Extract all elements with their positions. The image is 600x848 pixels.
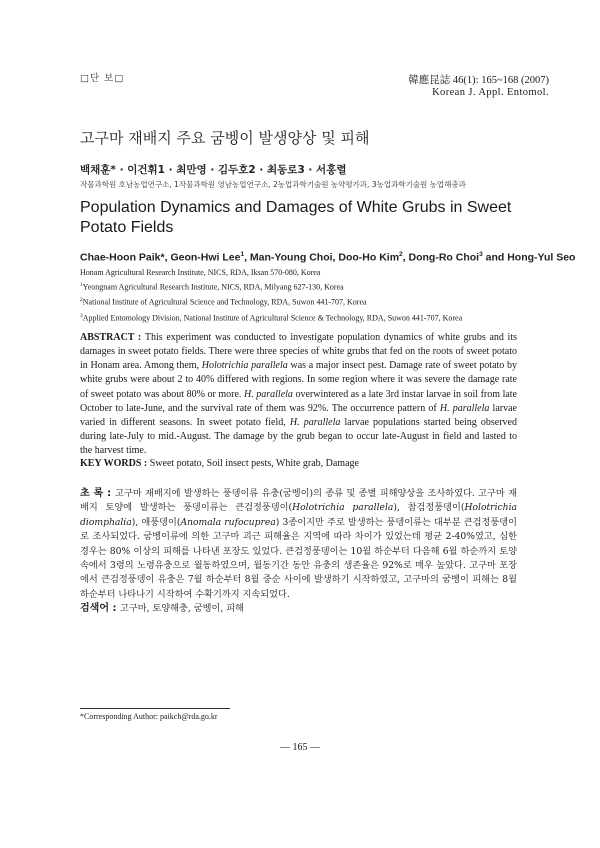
abstract-label: ABSTRACT : [80,332,145,343]
korean-abstract: 초 록 : 고구마 재배지에 발생하는 풍뎅이류 유충(굼벵이)의 종류 및 종별 피해양상을 조사하였다. 고구마 재배지 토양에 발생하는 풍뎅이류는 큰검정풍뎅이(Holotrichia parallela), 참검정풍뎅이(Holotrichia diomphalia), 애풍뎅이(Anomala rufocuprea) 3종이지만 주로 발생하는 풍뎅이류는 대부분 큰검정풍뎅이로 조사되었다. 굼벵이류에 의한 고구마 괴근 피해율은 지역에 따라 차이가 있었는데 평균 2-40%였고, 심한 경우는 80% 이상의 피해를 나타낸 포장도 있었다. 큰검정풍뎅이는 10월 하순부터 다음해 6월 하순까지 토양 속에서 3령의 노령유충으로 월동하였으며, 월동기간 동안 유충의 생존율은 92%로 매우 높았다. 고구마 포장에서 큰검정풍뎅이 유충은 7월 하순부터 8월 중순 사이에 발생하기 시작하였고, 고구마의 굼벵이 피해는 8월 하순부터 나타나기 시작하여 수확기까지 지속되었다. [80,488,518,600]
page-number: — 165 — [280,742,320,753]
keywords: KEY WORDS : Sweet potato, Soil insect pests, White grab, Damage [80,458,359,469]
journal-citation: 韓應昆誌 46(1): 165~168 (2007) [408,75,549,86]
section-tag: □단 보□ [80,73,125,84]
affiliation-0: Honam Agricultural Research Institute, NICS, RDA, Iksan 570-080, Korea [80,268,321,277]
affiliation-1: $^1$Yeongnam Agricultural Research Institute, NICS, RDA, Milyang 627-130, Korea [80,282,344,293]
korean-affiliations: 작물과학원 호남농업연구소, 1작물과학원 영남농업연구소, 2농업과학기술원 농약평가과, 3농업과학기술원 농업해충과 [80,180,466,189]
abstract: ABSTRACT : This experiment was conducted to investigate population dynamics of white grubs and its damages in sweet potato fields. There were three species of white grubs that fed on the roots of sweet potato in Honam area. Among them, Holotrichia parallela was a major insect pest. Damage rate of sweet potato by white grubs were about 2 to 40% differed with regions. In some region where it was severe the damage rate of sweet potato was about 80% or more. H. parallela overwintered as a late 3rd instar larvae in soil from late October to late-June, and the survival rate of them was 92%. The occurrence pattern of H. parallela larvae varied in different seasons. In sweet potato field, H. parallela larvae populations started being observed during late-July to mid.-August. The damage by the grub began to occur late-August in field and lasted to the harvest time. [80,332,518,457]
affiliation-3: $^3$Applied Entomology Division, National Institute of Agricultural Science & Technology, RDA, Suwon 441-707, Korea [80,312,463,323]
corresponding-author-footnote: *Corresponding Author: paikch@rda.go.kr [80,712,218,721]
korean-abstract-label: 초 록 : [80,488,116,499]
korean-title: 고구마 재배지 주요 굼벵이 발생양상 및 피해 [80,129,370,147]
journal-name: Korean J. Appl. Entomol. [432,87,549,98]
english-authors: Chae-Hoon Paik*, Geon-Hwi Lee$^1$, Man-Young Choi, Doo-Ho Kim$^2$, Dong-Ro Choi$^3$ and Hong-Yul Seo [80,251,576,264]
affiliation-2: $^2$National Institute of Agricultural Science and Technology, RDA, Suwon 441-707, Korea [80,297,367,308]
korean-authors: 백채훈* · 이건휘1 · 최만영 · 김두호2 · 최동로3 · 서홍렬 [80,164,347,176]
english-title: Population Dynamics and Damages of White Grubs in Sweet Potato Fields [80,199,512,236]
korean-keywords: 검색어 : 고구마, 토양해충, 굼벵이, 피해 [80,603,244,614]
footnote-divider [80,708,230,709]
english-affiliations [80,267,560,325]
